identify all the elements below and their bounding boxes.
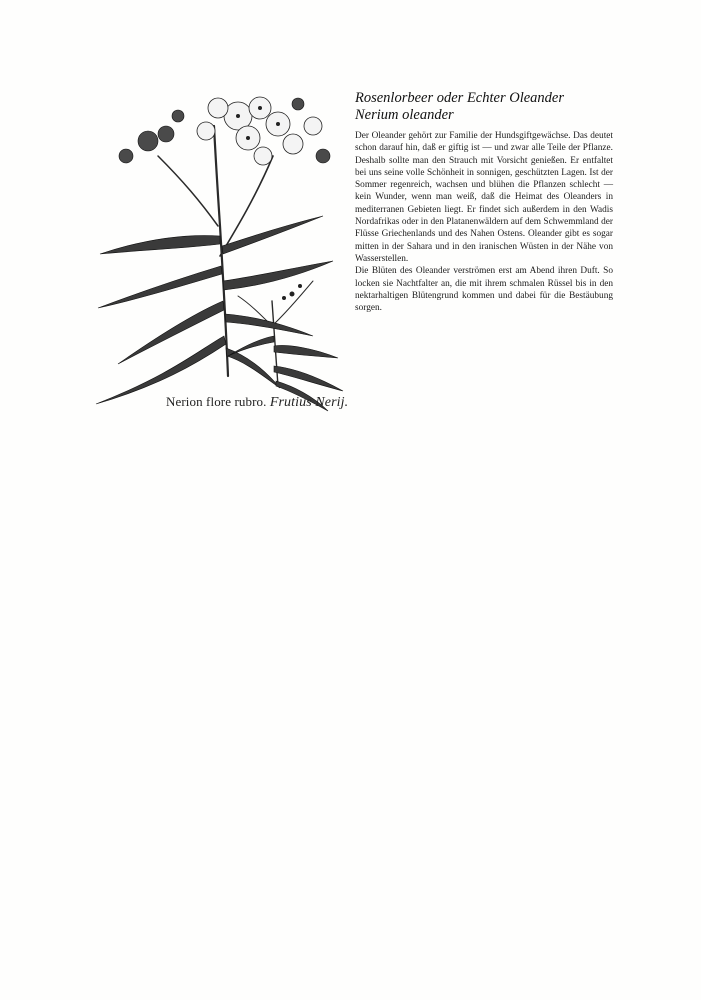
caption-italic: Frutius Nerij.	[269, 395, 349, 410]
article-paragraph-1: Der Oleander gehört zur Familie der Hundsgiftgewächse. Das deutet schon darauf hin, daß er giftig ist — und zwar alle Teile der Pflanze. Deshalb sollte man den Strauch mit Vorsicht genießen. Er entfaltet bei uns seine volle Schönheit in sonnigen, geschützten Lagen. Ist der Sommer regenreich, wachsen und blühen die Pflanzen schlecht — kein Wunder, wenn man weiß, daß die Heimat des Oleanders in mediterranen Gebieten liegt. Er findet sich außerdem in den Wadis Nordafrikas oder in den Platanenwäldern auf dem Schwemmland der Flüsse Griechenlands und des Nahen Ostens. Oleander gibt es sogar mitten in der Sahara und in den iranischen Wüsten in der Nähe von Wasserstellen.	[355, 131, 613, 264]
article-title: Rosenlorbeer oder Echter Oleander	[355, 90, 564, 106]
botanical-illustration	[88, 86, 350, 426]
article-paragraph-2: Die Blüten des Oleander verströmen erst am Abend ihren Duft. So locken sie Nachtfalter an, die mit ihrem schmalen Rüssel bis in den nektarhaltigen Blütengrund kommen und dabei für die Bestäubung sorgen.	[355, 266, 613, 314]
plate-caption	[166, 394, 348, 411]
article	[355, 90, 613, 314]
caption-latin: Nerion flore rubro.	[166, 394, 267, 409]
article-subtitle-latin: Nerium oleander	[355, 107, 454, 123]
oleander-engraving	[88, 86, 350, 426]
